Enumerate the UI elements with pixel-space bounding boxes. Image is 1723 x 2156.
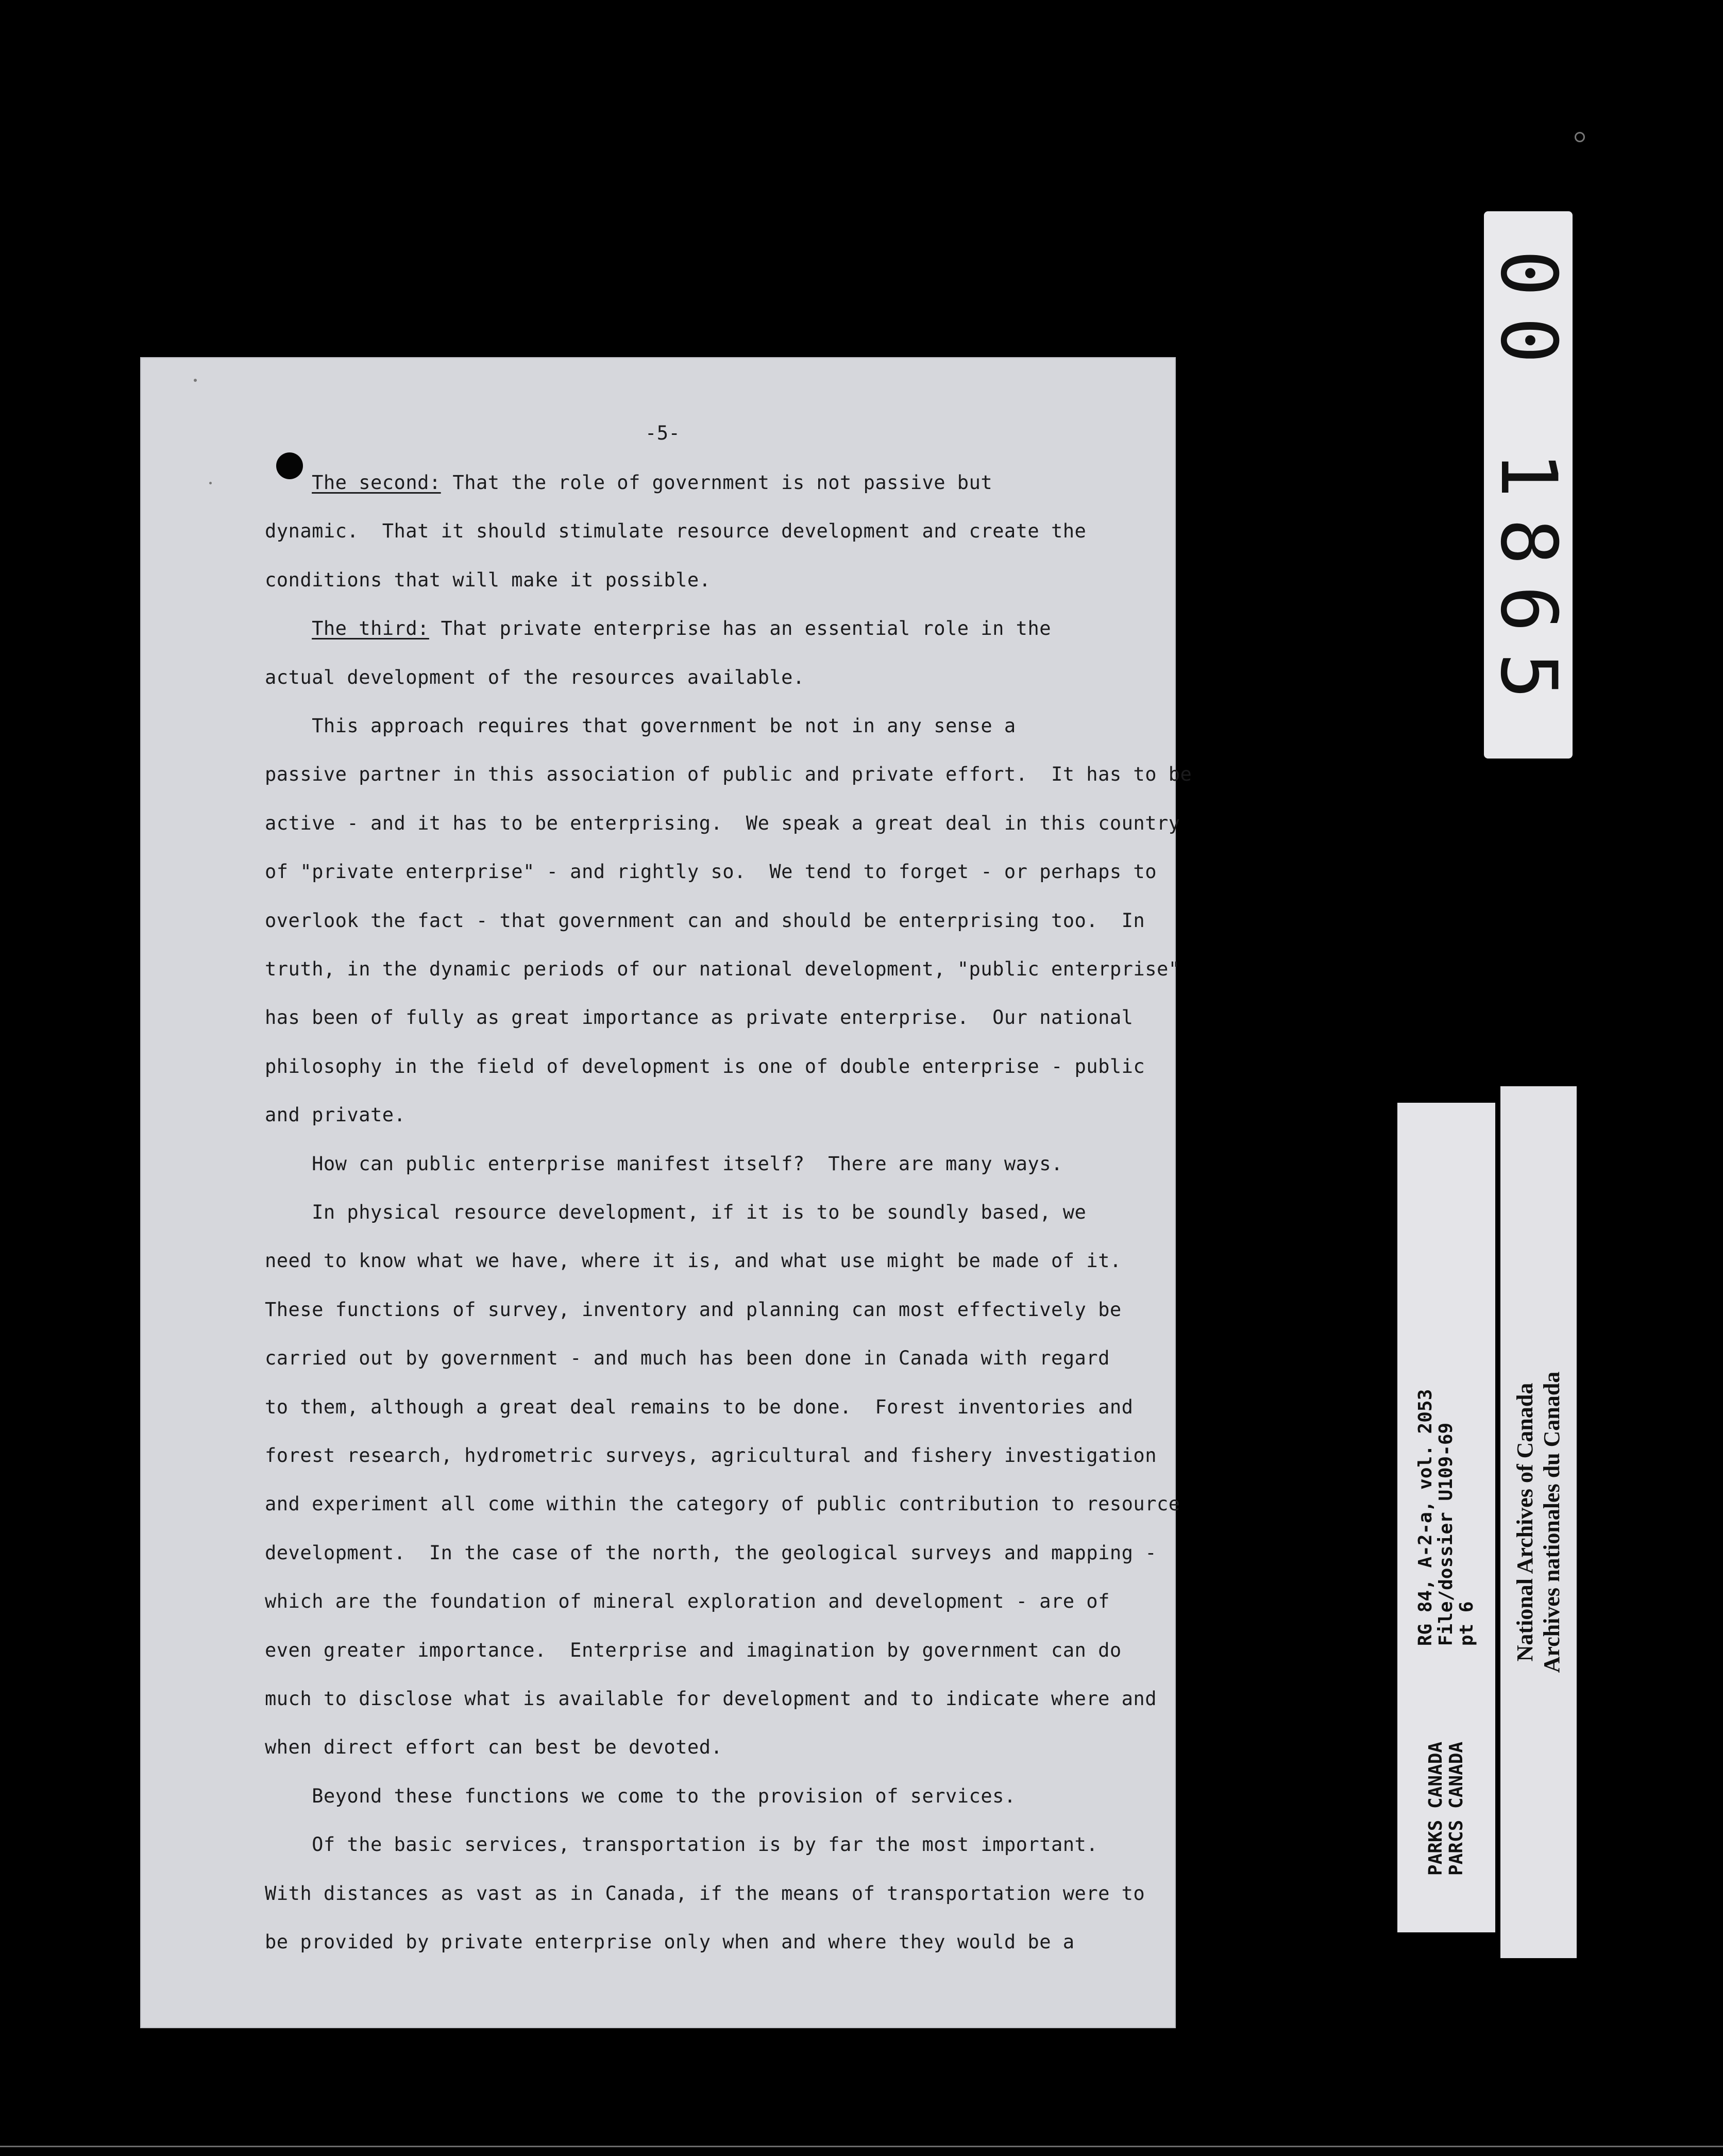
text-line: and private.: [265, 1104, 406, 1126]
page-text: [140, 357, 1192, 2028]
text-line: With distances as vast as in Canada, if the means of transportation were to: [265, 1882, 1145, 1905]
text-line: This approach requires that government be not in any sense a: [265, 715, 1016, 737]
frame-number-text: 00 1865: [1483, 249, 1573, 720]
film-speck: [194, 379, 197, 382]
text-line: overlook the fact - that government can and should be enterprising too. In: [265, 909, 1145, 932]
frame-number-strip: [1484, 211, 1573, 759]
text-line: actual development of the resources available.: [265, 666, 805, 688]
archives-text: National Archives of Canada Archives nationales du Canada: [1512, 1371, 1564, 1673]
text-line: dynamic. That it should stimulate resource development and create the: [265, 520, 1087, 543]
text-line: These functions of survey, inventory and planning can most effectively be: [265, 1298, 1122, 1321]
text-line: passive partner in this association of public and private effort. It has to be: [265, 763, 1192, 786]
film-edge-line: [0, 2146, 1723, 2147]
punch-hole: [276, 452, 303, 479]
document-page: [140, 357, 1192, 2028]
text-line: need to know what we have, where it is, and what use might be made of it.: [265, 1250, 1122, 1272]
agency-text: PARKS CANADA PARCS CANADA: [1425, 1741, 1467, 1876]
text-line: to them, although a great deal remains to be done. Forest inventories and: [265, 1395, 1134, 1418]
text-line: Of the basic services, transportation is by far the most important.: [265, 1833, 1099, 1856]
text-line: carried out by government - and much has been done in Canada with regard: [265, 1347, 1110, 1370]
text-line: conditions that will make it possible.: [265, 568, 711, 591]
text-line: truth, in the dynamic periods of our national development, "public enterprise": [265, 958, 1180, 980]
text-line: which are the foundation of mineral exploration and development - are of: [265, 1590, 1110, 1613]
text-line: The third: That private enterprise has an essential role in the: [312, 617, 1051, 640]
text-line: In physical resource development, if it is to be soundly based, we: [265, 1201, 1087, 1223]
film-speck: [209, 482, 212, 484]
page-number: -5-: [645, 422, 681, 444]
archives-strip: [1500, 1086, 1577, 1958]
text-line: of "private enterprise" - and rightly so. We tend to forget - or perhaps to: [265, 861, 1157, 883]
frame-number: [1484, 211, 1573, 759]
text-line: Beyond these functions we come to the provision of services.: [265, 1784, 1016, 1807]
text-line: forest research, hydrometric surveys, agricultural and fishery investigation: [265, 1444, 1157, 1467]
text-line: be provided by private enterprise only when and where they would be a: [265, 1931, 1075, 1953]
underlined-heading: The third:: [312, 617, 429, 640]
text-line: when direct effort can best be devoted.: [265, 1736, 723, 1759]
text-line: has been of fully as great importance as private enterprise. Our national: [265, 1006, 1134, 1029]
text-line: The second: That the role of government is not passive but: [312, 471, 993, 494]
text-line: How can public enterprise manifest itself? There are many ways.: [265, 1152, 1063, 1175]
text-line: philosophy in the field of development is one of double enterprise - public: [265, 1055, 1145, 1077]
text-line: much to disclose what is available for development and to indicate where and: [265, 1688, 1157, 1710]
text-line: active - and it has to be enterprising. We speak a great deal in this country: [265, 812, 1180, 834]
text-line: development. In the case of the north, the geological surveys and mapping -: [265, 1541, 1157, 1564]
text-line: and experiment all come within the category of public contribution to resource: [265, 1493, 1180, 1515]
film-speck: [1575, 132, 1585, 142]
underlined-heading: The second:: [312, 471, 441, 494]
agency-label-box: [1397, 1700, 1495, 1917]
text-line: even greater importance. Enterprise and imagination by government can do: [265, 1639, 1122, 1661]
reference-text: RG 84, A-2-a, vol. 2053 File/dossier U109-69 pt 6: [1415, 1389, 1477, 1646]
